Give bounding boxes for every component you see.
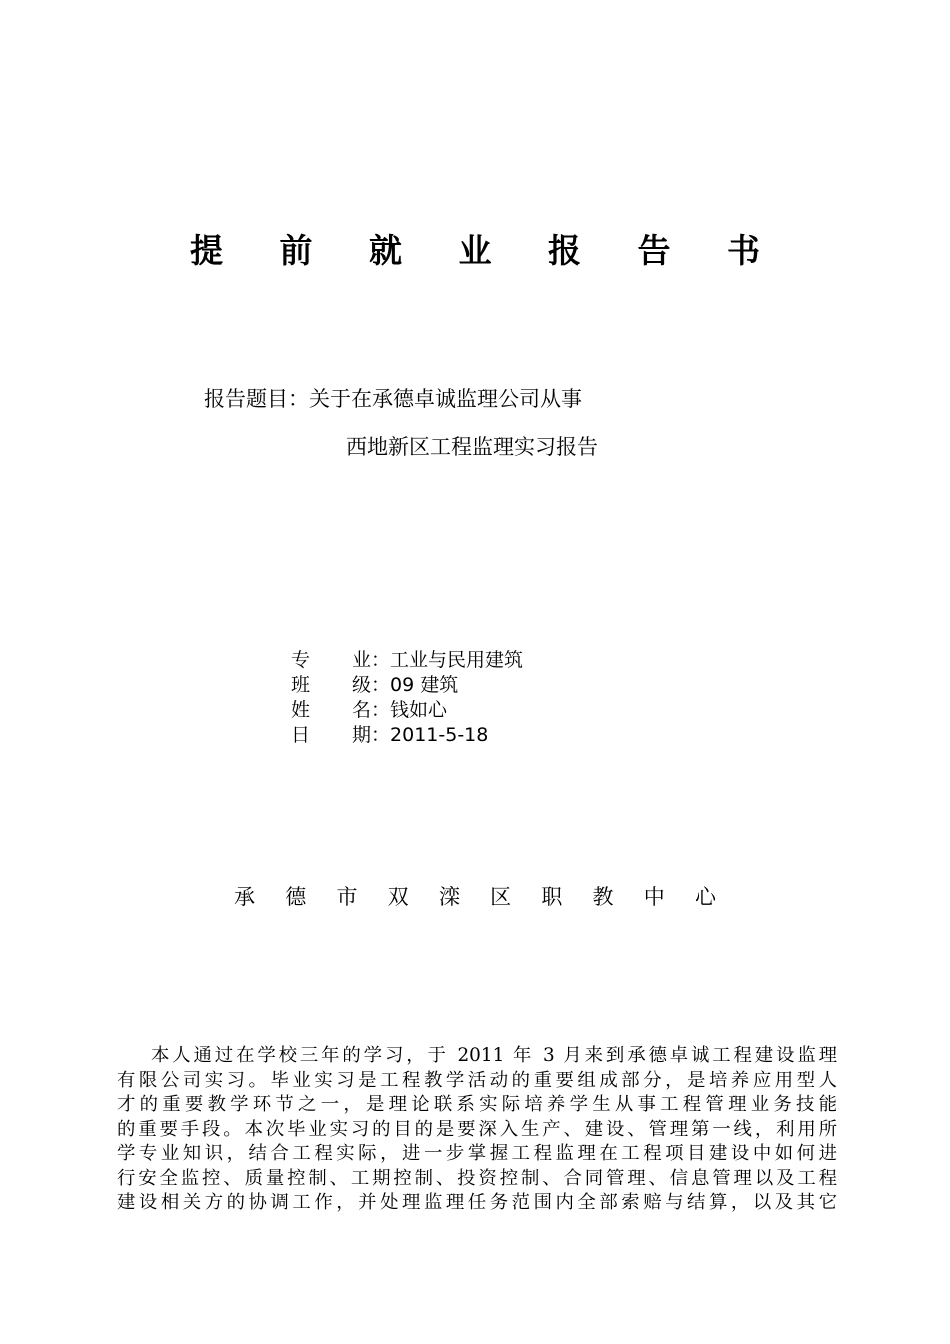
- document-title: [0, 226, 950, 276]
- title-char: 书: [727, 231, 760, 270]
- org-char: 双: [387, 885, 409, 909]
- title-char: 报: [548, 231, 581, 270]
- report-topic: [204, 384, 598, 459]
- info-colon: ：: [371, 649, 391, 671]
- org-char: 滦: [438, 885, 460, 909]
- info-colon: ：: [371, 724, 391, 746]
- org-char: 区: [490, 885, 512, 909]
- student-info: [291, 648, 523, 748]
- org-char: 中: [643, 885, 665, 909]
- title-char: 业: [458, 231, 492, 270]
- info-value: 工业与民用建筑: [390, 649, 524, 671]
- info-label: 班 级: [291, 674, 371, 696]
- body-line: 学专业知识，结合工程实际，进一步掌握工程监理在工程项目建设中如何进: [117, 1143, 837, 1164]
- body-line: 有限公司实习。毕业实习是工程教学活动的重要组成部分，是培养应用型人: [117, 1069, 837, 1091]
- info-row-major: [291, 648, 523, 673]
- info-label: 姓 名: [291, 699, 371, 721]
- org-char: 心: [694, 885, 716, 909]
- report-topic-line-2: 西地新区工程监理实习报告: [346, 435, 598, 459]
- organization-name: [0, 882, 950, 912]
- info-label: 专 业: [291, 649, 371, 671]
- body-line: 才的重要教学环节之一，是理论联系实际培养学生从事工程管理业务技能: [117, 1094, 837, 1115]
- org-char: 承: [234, 885, 255, 909]
- body-line: 的重要手段。本次毕业实习的目的是要深入生产、建设、管理第一线，利用所: [117, 1118, 837, 1140]
- body-line: 行安全监控、质量控制、工期控制、投资控制、合同管理、信息管理以及工程: [117, 1167, 837, 1189]
- org-char: 市: [336, 885, 358, 909]
- body-line: 本人通过在学校三年的学习，于 2011 年 3 月来到承德卓诚工程建设监理: [151, 1045, 837, 1066]
- info-value: 2011-5-18: [390, 724, 489, 746]
- info-value: 钱如心: [390, 699, 448, 721]
- report-topic-line-1: 报告题目：关于在承德卓诚监理公司从事: [204, 387, 582, 411]
- title-char: 前: [279, 231, 313, 270]
- title-char: 告: [637, 231, 671, 270]
- body-line: 建设相关方的协调工作，并处理监理任务范围内全部索赔与结算，以及其它: [117, 1192, 837, 1213]
- info-colon: ：: [371, 699, 391, 721]
- org-char: 德: [285, 885, 307, 909]
- title-char: 提: [190, 231, 223, 270]
- body-paragraph: [117, 1044, 837, 1216]
- info-colon: ：: [371, 674, 391, 696]
- info-value: 09 建筑: [390, 674, 459, 696]
- info-row-date: [291, 723, 523, 748]
- org-char: 职: [541, 885, 563, 909]
- title-char: 就: [369, 231, 402, 270]
- info-row-name: [291, 698, 523, 723]
- org-char: 教: [592, 885, 614, 909]
- info-label: 日 期: [291, 724, 371, 746]
- info-row-class: [291, 673, 523, 698]
